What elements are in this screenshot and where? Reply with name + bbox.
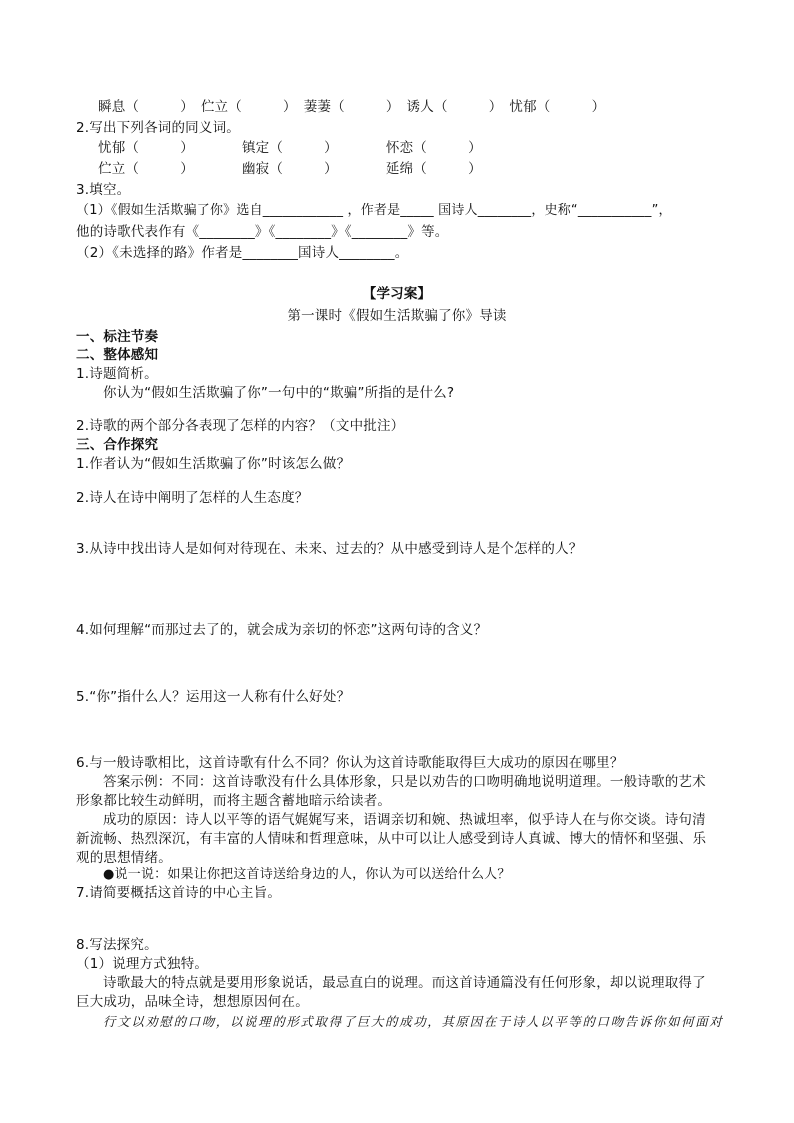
answer-line-4: 新流畅、热烈深沉，有丰富的人情味和哲理意味，从中可以让人感受到诗人真诚、博大的情怀和坚强、乐 [76,831,707,847]
item-1: 1.诗题简析。 [76,366,158,382]
cooperative-q8: 8.写法探究。 [76,937,158,953]
say-prompt: ●说一说：如果让你把这首诗送给身边的人，你认为可以送给什么人？ [103,867,511,882]
answer-line-2: 形象都比较生动鲜明，而将主题含蓄地暗示给读者。 [76,793,392,809]
answer-line-3: 成功的原因：诗人以平等的语气娓娓写来，语调亲切和婉、热诚坦率，似乎诗人在与你交谈。诗句清 [103,812,706,828]
cooperative-q3: 3.从诗中找出诗人是如何对待现在、未来、过去的？从中感受到诗人是个怎样的人？ [76,541,583,557]
fill-blank-1b: 他的诗歌代表作有《________》《________》《________》等。 [76,224,449,240]
synonym-row-1: 忧郁（ ） 镇定（ ） 怀恋（ ） [98,140,482,156]
answer-line-5: 观的思想情绪。 [76,850,172,866]
cooperative-q2: 2.诗人在诗中阐明了怎样的人生态度？ [76,490,309,506]
cooperative-q7: 7.请简要概括这首诗的中心主旨。 [76,885,282,901]
cooperative-q1: 1.作者认为“假如生活欺骗了你”时该怎么做？ [76,456,351,472]
fill-blank-1a: （1）《假如生活欺骗了你》选自____________ ，作者是_____ 国诗人________，史称“___________”， [76,203,672,218]
q8-paragraph-line-3: 行文以劝慰的口吻，以说理的形式取得了巨大的成功，其原因在于诗人以平等的口吻告诉你如何面对 [103,1014,724,1029]
item-2: 2.诗歌的两个部分各表现了怎样的内容？（文中批注） [76,418,405,434]
q8-paragraph-line-2: 巨大成功，品味全诗，想想原因何在。 [76,994,309,1010]
cooperative-q4: 4.如何理解“而那过去了的，就会成为亲切的怀恋”这两句诗的含义？ [76,622,488,638]
synonym-row-2: 伫立（ ） 幽寂（ ） 延绵（ ） [98,161,482,177]
section-3-heading: 三、合作探究 [76,437,159,453]
lesson-title: 第一课时《假如生活欺骗了你》导读 [287,308,507,324]
question-2-title: 2.写出下列各词的同义词。 [76,120,240,136]
q8-sub-1: （1）说理方式独特。 [76,956,209,972]
cooperative-q6: 6.与一般诗歌相比，这首诗歌有什么不同？你认为这首诗歌能取得巨大成功的原因在哪里？ [76,755,624,771]
answer-line-1: 答案示例：不同：这首诗歌没有什么具体形象，只是以劝告的口吻明确地说明道理。一般诗歌的艺术 [103,774,706,790]
section-1-heading: 一、标注节奏 [76,329,159,345]
item-1-question: 你认为“假如生活欺骗了你”一句中的“欺骗”所指的是什么? [103,385,455,401]
question-3-title: 3.填空。 [76,182,131,198]
cooperative-q5: 5.“你”指什么人？运用这一人称有什么好处？ [76,689,351,705]
section-2-heading: 二、整体感知 [76,347,159,363]
fill-blank-2: （2）《未选择的路》作者是________国诗人________。 [76,245,409,261]
vocab-row-1: 瞬息（ ） 伫立（ ） 萋萋（ ） 诱人（ ） 忧郁（ ） [98,99,606,115]
q8-paragraph-line-1: 诗歌最大的特点就是要用形象说话，最忌直白的说理。而这首诗通篇没有任何形象，却以说理取得了 [103,975,706,991]
study-heading: 【学习案】 [362,286,432,302]
